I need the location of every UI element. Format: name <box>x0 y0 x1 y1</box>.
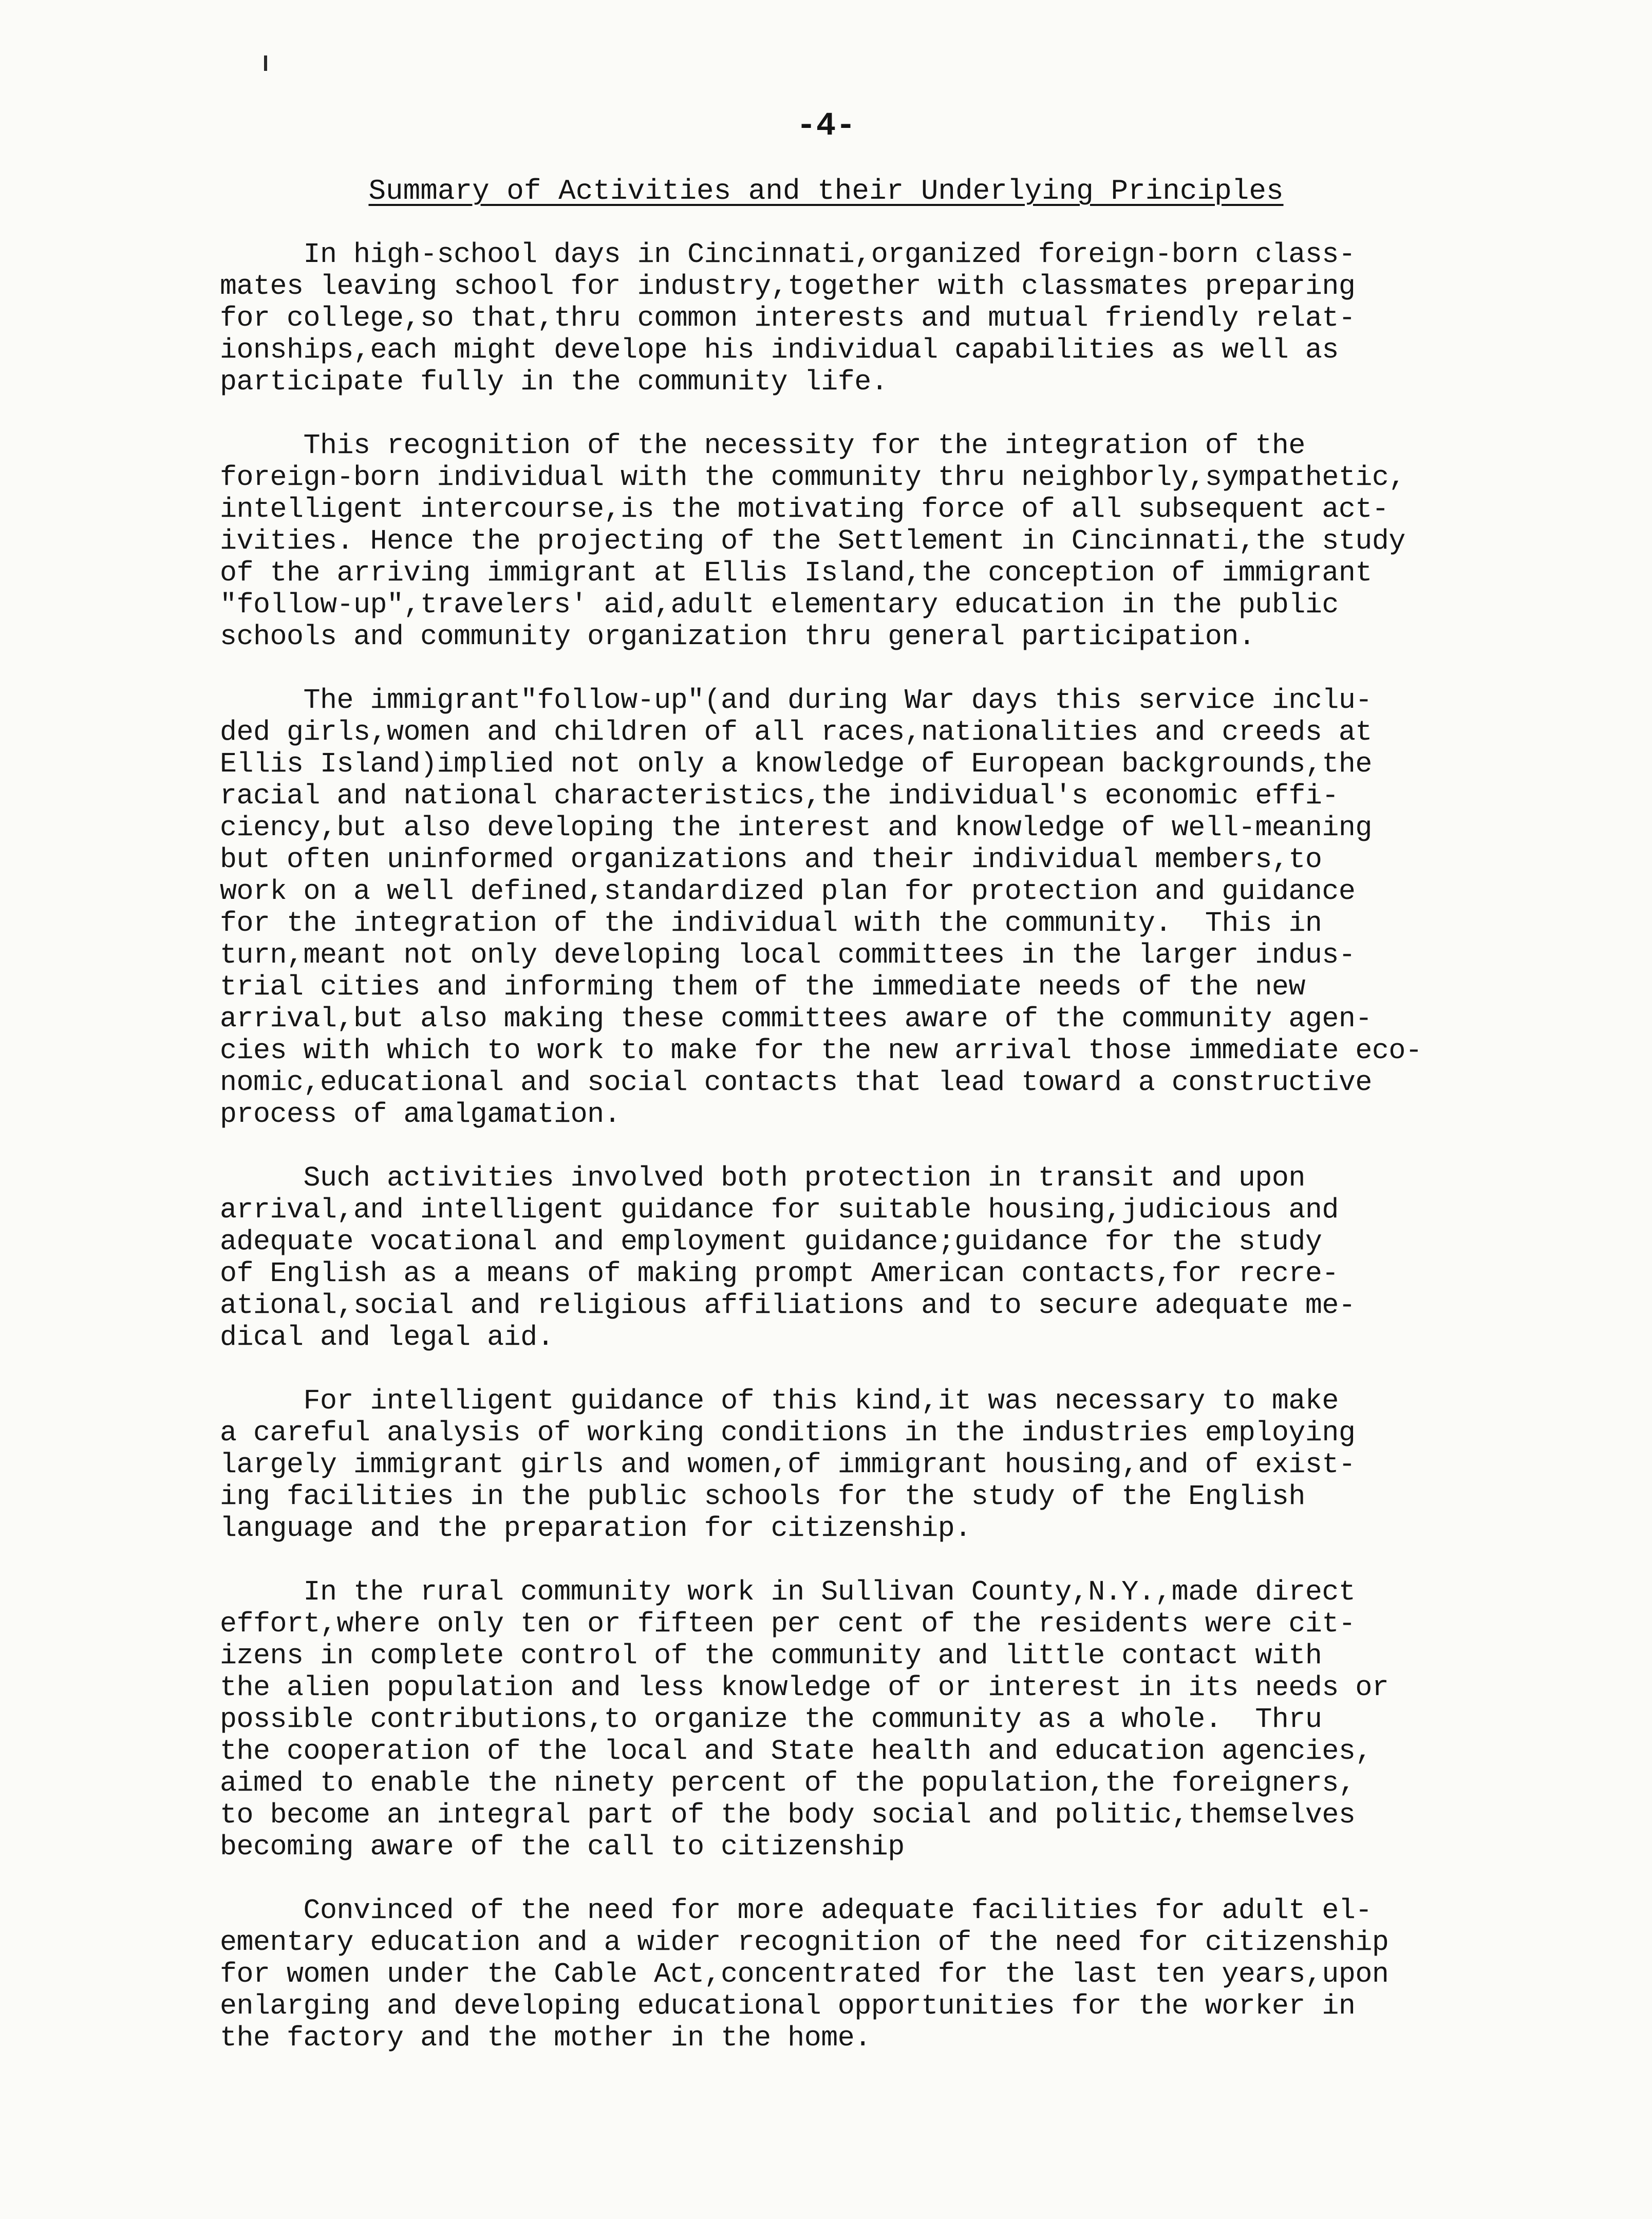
paragraph <box>220 239 1566 398</box>
text-line: but often uninformed organizations and their individual members,to <box>220 843 1322 876</box>
text-line: mates leaving school for industry,together with classmates preparing <box>220 270 1356 303</box>
text-line: of English as a means of making prompt American contacts,for recre- <box>220 1257 1339 1290</box>
text-line: for women under the Cable Act,concentrated for the last ten years,upon <box>220 1958 1389 1990</box>
text-line: ivities. Hence the projecting of the Settlement in Cincinnati,the study <box>220 525 1405 557</box>
text-line: possible contributions,to organize the community as a whole. Thru <box>220 1703 1322 1736</box>
text-line: schools and community organization thru general participation. <box>220 620 1255 653</box>
text-line: nomic,educational and social contacts that lead toward a constructive <box>220 1066 1372 1099</box>
text-line: the cooperation of the local and State health and education agencies, <box>220 1735 1372 1767</box>
text-line: aimed to enable the ninety percent of the population,the foreigners, <box>220 1767 1356 1799</box>
text-line: izens in complete control of the community and little contact with <box>220 1640 1322 1672</box>
text-line: In the rural community work in Sullivan County,N.Y.,made direct <box>220 1576 1356 1608</box>
text-line: to become an integral part of the body social and politic,themselves <box>220 1799 1356 1831</box>
text-line: participate fully in the community life. <box>220 366 888 398</box>
text-line: foreign-born individual with the community thru neighborly,sympathetic, <box>220 461 1405 494</box>
text-line: largely immigrant girls and women,of immigrant housing,and of exist- <box>220 1449 1356 1481</box>
text-line: a careful analysis of working conditions in the industries employing <box>220 1417 1356 1449</box>
text-line: cies with which to work to make for the new arrival those immediate eco- <box>220 1035 1422 1067</box>
text-line: ionships,each might develope his individual capabilities as well as <box>220 334 1339 366</box>
text-line: "follow-up",travelers' aid,adult elementary education in the public <box>220 589 1339 621</box>
text-line: work on a well defined,standardized plan for protection and guidance <box>220 875 1356 908</box>
text-line: enlarging and developing educational opportunities for the worker in <box>220 1990 1356 2022</box>
paragraph <box>220 430 1566 653</box>
text-line: process of amalgamation. <box>220 1098 621 1131</box>
text-line: For intelligent guidance of this kind,it was necessary to make <box>220 1385 1339 1417</box>
document-title <box>0 175 1652 208</box>
text-line: In high-school days in Cincinnati,organized foreign-born class- <box>220 238 1356 271</box>
paragraph <box>220 1895 1566 2054</box>
text-line: ciency,but also developing the interest and knowledge of well-meaning <box>220 812 1372 844</box>
text-line: ing facilities in the public schools for the study of the English <box>220 1480 1305 1513</box>
text-line: of the arriving immigrant at Ellis Island,the conception of immigrant <box>220 557 1372 589</box>
text-line: dical and legal aid. <box>220 1321 554 1353</box>
text-line: ementary education and a wider recognition of the need for citizenship <box>220 1926 1389 1959</box>
text-line: ded girls,women and children of all races,nationalities and creeds at <box>220 716 1372 748</box>
text-line: becoming aware of the call to citizenship <box>220 1831 905 1863</box>
paragraph <box>220 1576 1566 1863</box>
text-line: ational,social and religious affiliations and to secure adequate me- <box>220 1289 1356 1322</box>
page-number: -4- <box>796 108 856 145</box>
text-line: the factory and the mother in the home. <box>220 2022 871 2054</box>
text-line: turn,meant not only developing local committees in the larger indus- <box>220 939 1356 971</box>
text-line: racial and national characteristics,the individual's economic effi- <box>220 780 1339 812</box>
text-line: intelligent intercourse,is the motivating force of all subsequent act- <box>220 493 1389 525</box>
paragraph <box>220 1162 1566 1353</box>
text-line: Ellis Island)implied not only a knowledge of European backgrounds,the <box>220 748 1372 780</box>
text-line: arrival,and intelligent guidance for suitable housing,judicious and <box>220 1194 1339 1226</box>
document-title-text: Summary of Activities and their Underlying Principles <box>368 175 1284 208</box>
text-line: Such activities involved both protection in transit and upon <box>220 1162 1305 1194</box>
text-line: for the integration of the individual with the community. This in <box>220 907 1322 939</box>
text-line: This recognition of the necessity for the integration of the <box>220 429 1305 462</box>
text-line: arrival,but also making these committees aware of the community agen- <box>220 1003 1372 1035</box>
text-line: language and the preparation for citizenship. <box>220 1512 971 1545</box>
text-line: trial cities and informing them of the immediate needs of the new <box>220 971 1305 1003</box>
text-line: adequate vocational and employment guidance;guidance for the study <box>220 1226 1322 1258</box>
paragraph <box>220 685 1566 1131</box>
scan-mark <box>264 55 267 71</box>
text-line: The immigrant"follow-up"(and during War days this service inclu- <box>220 684 1372 717</box>
document-body <box>220 239 1566 2086</box>
paragraph <box>220 1385 1566 1545</box>
text-line: for college,so that,thru common interests and mutual friendly relat- <box>220 302 1356 334</box>
text-line: the alien population and less knowledge of or interest in its needs or <box>220 1671 1389 1704</box>
text-line: Convinced of the need for more adequate facilities for adult el- <box>220 1894 1372 1927</box>
text-line: effort,where only ten or fifteen per cent of the residents were cit- <box>220 1608 1356 1640</box>
